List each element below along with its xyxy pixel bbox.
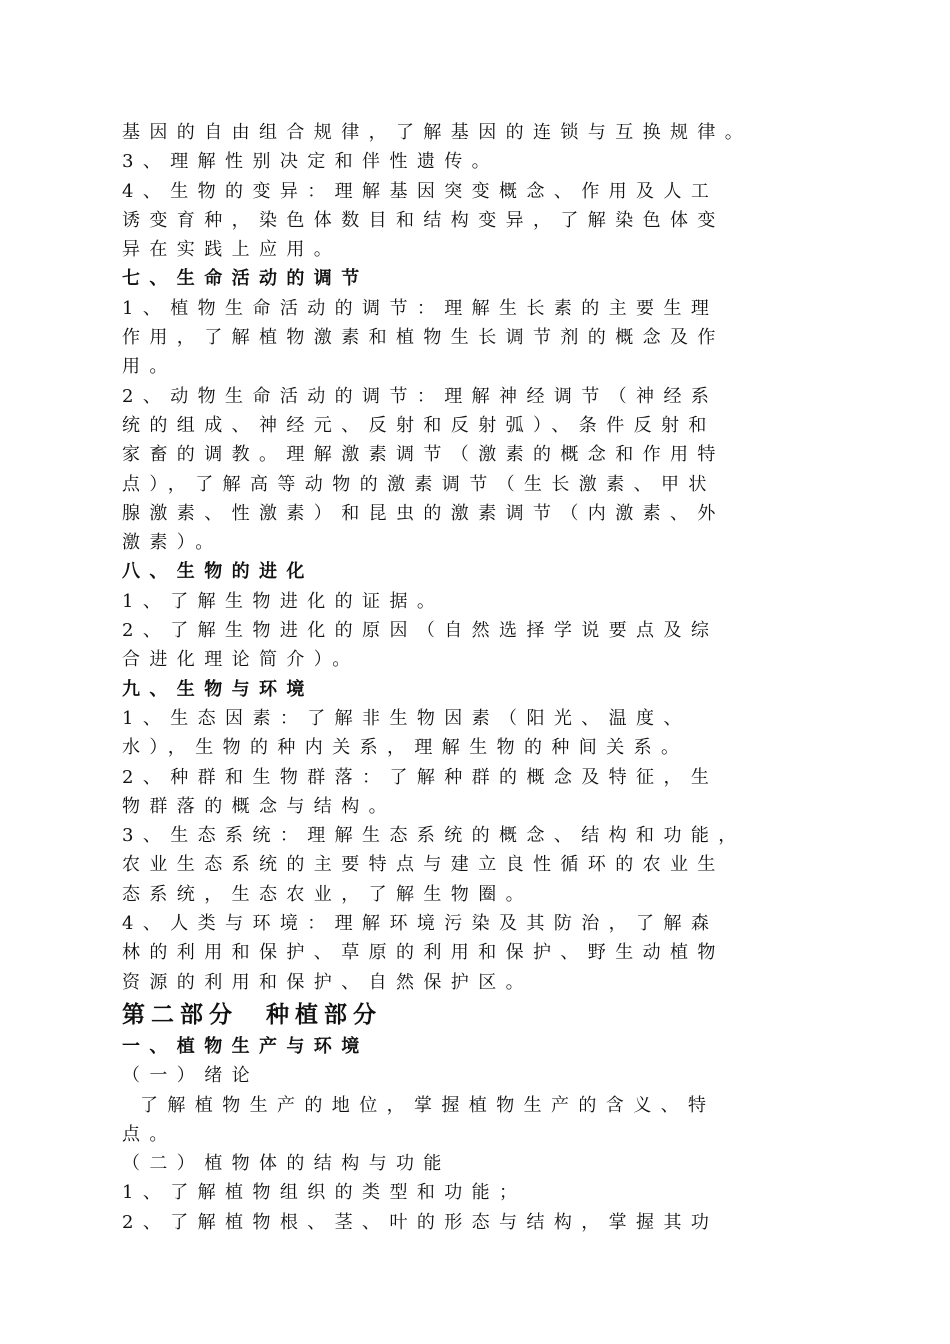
text-line: 2、了解生物进化的原因（自然选择学说要点及综 <box>122 620 719 642</box>
text-line: 了解植物生产的地位，掌握植物生产的含义、特 <box>140 1094 716 1116</box>
text-line: 水），生物的种内关系，理解生物的种间关系。 <box>122 737 689 759</box>
section-plant-production <box>122 1032 842 1237</box>
text-line: 1、植物生命活动的调节：理解生长素的主要生理 <box>122 297 719 319</box>
text-line: 点。 <box>122 1123 177 1145</box>
text-line: 2、了解植物根、茎、叶的形态与结构，掌握其功 <box>122 1211 719 1233</box>
text-line: 点），了解高等动物的激素调节（生长激素、甲状 <box>122 473 716 495</box>
part-name: 种植部分 <box>266 1001 382 1028</box>
part-number: 第二部分 <box>122 1001 238 1028</box>
text-line: 家畜的调教。理解激素调节（激素的概念和作用特 <box>122 444 725 466</box>
text-line: 诱变育种，染色体数目和结构变异，了解染色体变 <box>122 209 725 231</box>
text-line: 用。 <box>122 356 177 378</box>
text-line: 作用，了解植物激素和植物生长调节剂的概念及作 <box>122 327 725 349</box>
text-line: 农业生态系统的主要特点与建立良性循环的农业生 <box>122 854 725 876</box>
section-heading: 八、生物的进化 <box>122 561 314 583</box>
text-line: 腺激素、性激素）和昆虫的激素调节（内激素、外 <box>122 502 725 524</box>
text-line: 资源的利用和保护、自然保护区。 <box>122 971 533 993</box>
text-line: 2、动物生命活动的调节：理解神经调节（神经系 <box>122 385 719 407</box>
text-line: 4、生物的变异：理解基因突变概念、作用及人工 <box>122 180 719 202</box>
text-line: 基因的自由组合规律，了解基因的连锁与互换规律。 <box>122 122 753 143</box>
section-heading: 九、生物与环境 <box>122 678 314 700</box>
document-body <box>122 118 842 1237</box>
text-line: 激素）。 <box>122 532 223 554</box>
part-heading <box>122 999 842 1032</box>
text-line: 1、了解生物进化的证据。 <box>122 590 445 612</box>
section-heading: 七、生命活动的调节 <box>122 268 369 290</box>
text-line: 1、生态因素：了解非生物因素（阳光、温度、 <box>122 707 691 729</box>
text-line: 态系统，生态农业，了解生物圈。 <box>122 883 533 905</box>
text-line: 3、理解性别决定和伴性遗传。 <box>122 151 500 173</box>
text-line: 异在实践上应用。 <box>122 239 342 261</box>
text-line: （二）植物体的结构与功能 <box>122 1153 451 1175</box>
text-line: 4、人类与环境：理解环境污染及其防治，了解森 <box>122 913 719 935</box>
text-line: 物群落的概念与结构。 <box>122 795 396 817</box>
text-line: （一）绪论 <box>122 1065 259 1087</box>
text-line: 1、了解植物组织的类型和功能； <box>122 1182 527 1204</box>
text-line: 合进化理论简介）。 <box>122 649 360 671</box>
section-genetics-to-environment <box>122 118 842 997</box>
section-heading: 一、植物生产与环境 <box>122 1035 369 1057</box>
text-line: 林的利用和保护、草原的利用和保护、野生动植物 <box>122 942 725 964</box>
text-line: 3、生态系统：理解生态系统的概念、结构和功能， <box>122 825 746 847</box>
text-line: 统的组成、神经元、反射和反射弧）、条件反射和 <box>122 414 716 436</box>
text-line: 2、种群和生物群落：了解种群的概念及特征，生 <box>122 766 719 788</box>
